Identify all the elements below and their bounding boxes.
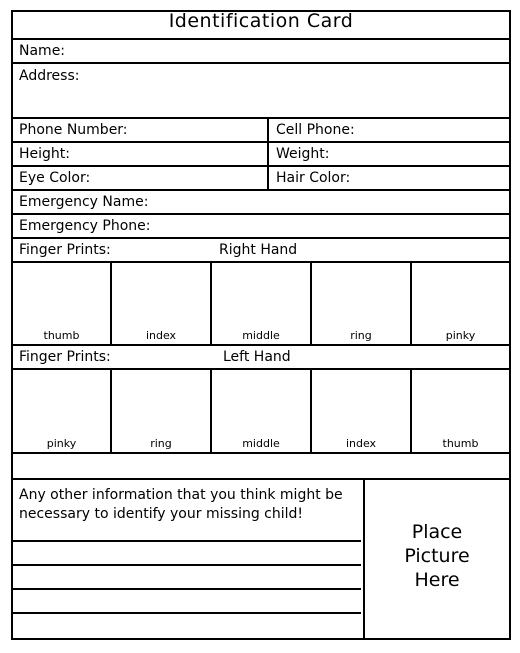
emergency-name-row[interactable] [13, 191, 509, 215]
left-index-caption: index [345, 437, 377, 450]
right-pinky-box[interactable] [412, 263, 509, 344]
emergency-phone-label: Emergency Phone: [19, 218, 151, 234]
eye-divider [267, 167, 269, 189]
height-label: Height: [19, 146, 70, 162]
weight-label: Weight: [276, 146, 330, 162]
address-label: Address: [19, 68, 80, 84]
title-row [13, 12, 509, 40]
left-thumb-caption: thumb [442, 437, 479, 450]
right-hand-prints [13, 263, 509, 346]
eye-row [13, 167, 509, 191]
phone-divider [267, 119, 269, 141]
left-ring-box[interactable] [112, 370, 212, 452]
left-pinky-box[interactable] [13, 370, 112, 452]
other-info-note: Any other information that you think might be necessary to identify your missing child! [19, 487, 343, 522]
right-thumb-box[interactable] [13, 263, 112, 344]
right-finger-prints-label: Finger Prints: [19, 242, 111, 258]
right-index-box[interactable] [112, 263, 212, 344]
write-line-3[interactable] [13, 588, 361, 590]
phone-row [13, 119, 509, 143]
left-hand-header [13, 346, 509, 370]
left-pinky-caption: pinky [46, 437, 77, 450]
left-index-box[interactable] [312, 370, 412, 452]
left-ring-caption: ring [150, 437, 172, 450]
write-line-2[interactable] [13, 564, 361, 566]
card-title: Identification Card [168, 10, 354, 32]
name-row[interactable] [13, 40, 509, 64]
blank-row [13, 454, 509, 480]
right-index-caption: index [145, 329, 177, 342]
right-middle-box[interactable] [212, 263, 312, 344]
emergency-phone-row[interactable] [13, 215, 509, 239]
left-thumb-box[interactable] [412, 370, 509, 452]
write-line-4[interactable] [13, 612, 361, 614]
eye-color-label: Eye Color: [19, 170, 91, 186]
left-finger-prints-label: Finger Prints: [19, 349, 111, 365]
photo-placeholder-text [365, 520, 509, 592]
height-divider [267, 143, 269, 165]
right-pinky-caption: pinky [445, 329, 476, 342]
address-row[interactable] [13, 64, 509, 119]
right-hand-label: Right Hand [219, 242, 298, 258]
photo-line-2: Picture [404, 545, 470, 567]
height-row [13, 143, 509, 167]
left-hand-prints [13, 370, 509, 454]
right-ring-box[interactable] [312, 263, 412, 344]
right-middle-caption: middle [242, 329, 280, 342]
phone-label: Phone Number: [19, 122, 128, 138]
right-ring-caption: ring [350, 329, 372, 342]
cell-label: Cell Phone: [276, 122, 355, 138]
left-middle-caption: middle [242, 437, 280, 450]
right-thumb-caption: thumb [43, 329, 80, 342]
identification-card [11, 10, 511, 640]
photo-line-3: Here [414, 569, 460, 591]
name-label: Name: [19, 43, 66, 59]
emergency-name-label: Emergency Name: [19, 194, 149, 210]
photo-box[interactable] [363, 480, 509, 638]
left-middle-box[interactable] [212, 370, 312, 452]
photo-line-1: Place [411, 521, 463, 543]
left-hand-label: Left Hand [223, 349, 291, 365]
hair-color-label: Hair Color: [276, 170, 351, 186]
bottom-section [13, 480, 509, 638]
right-hand-header [13, 239, 509, 263]
write-line-1[interactable] [13, 540, 361, 542]
